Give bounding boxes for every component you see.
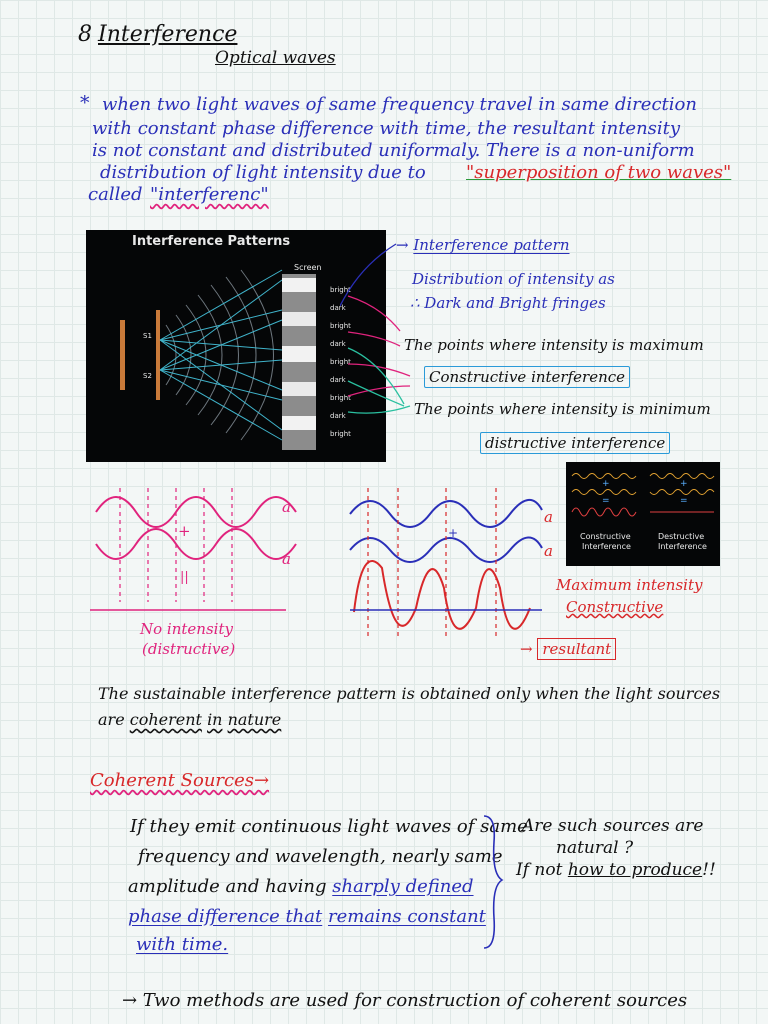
slit-s1-label: S1 xyxy=(143,332,152,340)
phase-difference: phase difference that xyxy=(128,906,323,927)
fringe-label: bright xyxy=(330,358,351,366)
mini-constructive-1: Constructive xyxy=(580,532,631,541)
min-points-text: The points where intensity is minimum xyxy=(414,400,711,418)
double-slit-barrier xyxy=(156,310,160,400)
figure-arrows xyxy=(340,236,430,426)
fringe-label: dark xyxy=(330,340,346,348)
nature-word: nature xyxy=(227,710,282,729)
definition-line-1: If they emit continuous light waves of same xyxy=(130,816,528,837)
fringe-label: bright xyxy=(330,286,351,294)
exclamations: !! xyxy=(702,860,716,880)
mini-plus-1: + xyxy=(602,479,610,489)
mini-constructive-2: Interference xyxy=(582,542,631,551)
source-barrier xyxy=(120,320,125,390)
page-title: Interference xyxy=(98,22,238,47)
distribution-line-1: Distribution of intensity as xyxy=(412,270,615,288)
wave-bottom xyxy=(96,529,296,559)
right-plus-sign: + xyxy=(448,526,459,540)
in-word: in xyxy=(207,710,223,729)
destructive-box: distructive interference xyxy=(480,432,670,454)
resultant-wave xyxy=(354,561,530,629)
maximum-intensity-label: Maximum intensity xyxy=(556,576,703,594)
coherent-sources-heading: Coherent Sources→ xyxy=(90,770,270,791)
if-not: If not xyxy=(516,860,563,880)
interference-term: "interferenc" xyxy=(150,184,269,205)
sustainable-line-2 xyxy=(98,710,281,729)
fringe-label: dark xyxy=(330,376,346,384)
mini-plus-2: + xyxy=(680,479,688,489)
fringe-label: bright xyxy=(330,322,351,330)
resultant-arrow: → resultant xyxy=(520,640,616,658)
are-word: are xyxy=(98,710,125,729)
curly-brace xyxy=(480,812,510,952)
left-amplitude-a2: a xyxy=(282,550,291,568)
amplitude-having: amplitude and having xyxy=(128,876,327,897)
remains-constant: remains constant xyxy=(327,906,486,927)
coherent-word: coherent xyxy=(129,710,202,729)
definition-line-4 xyxy=(128,906,486,927)
no-intensity-label: No intensity xyxy=(140,620,233,638)
methods-line: → Two methods are used for construction of coherent sources xyxy=(122,990,688,1011)
pattern-arrow-label: → Interference pattern xyxy=(396,236,570,254)
question-line-3 xyxy=(516,860,716,880)
bullet-star: * xyxy=(80,92,90,114)
right-amplitude-a2: a xyxy=(544,542,553,560)
constructive-label: Constructive xyxy=(566,598,664,616)
resultant-label: resultant xyxy=(537,638,616,660)
constructive-destructive-image xyxy=(566,462,720,566)
left-plus-sign: + xyxy=(178,522,191,540)
sharply-defined: sharply defined xyxy=(332,876,474,897)
definition-line-3 xyxy=(128,876,474,897)
left-amplitude-a1: a xyxy=(282,498,291,516)
intro-line-2: with constant phase difference with time, the resultant intensity xyxy=(92,118,681,139)
screen-label: Screen xyxy=(294,263,322,272)
fringe-label: dark xyxy=(330,304,346,312)
max-points-text: The points where intensity is maximum xyxy=(404,336,704,354)
fringe-label: dark xyxy=(330,412,346,420)
fringe-label: bright xyxy=(330,430,351,438)
mini-destructive-2: Interference xyxy=(658,542,707,551)
intro-line-3: is not constant and distributed uniformaly. There is a non-uniform xyxy=(92,140,695,161)
distructive-label: (distructive) xyxy=(142,640,236,658)
distribution-line-2: ∴ Dark and Bright fringes xyxy=(410,294,606,312)
constructive-box: Constructive interference xyxy=(424,366,630,388)
question-line-1: Are such sources are xyxy=(522,816,704,836)
section-marker: 8 xyxy=(78,22,92,47)
left-equals-sign: || xyxy=(180,570,189,585)
mini-equals-1: = xyxy=(602,496,610,506)
fringe-label: bright xyxy=(330,394,351,402)
image-title: Interference Patterns xyxy=(132,234,291,249)
wave-top xyxy=(96,497,296,527)
right-amplitude-a1: a xyxy=(544,508,553,526)
question-line-2: natural ? xyxy=(556,838,634,858)
sustainable-line-1: The sustainable interference pattern is obtained only when the light sources xyxy=(98,684,721,703)
superposition-phrase: "superposition of two waves" xyxy=(466,162,732,183)
interference-pattern-label: Interference pattern xyxy=(413,236,570,254)
intro-line-5: called xyxy=(88,184,143,205)
intro-line-4: distribution of light intensity due to xyxy=(100,162,426,183)
mini-destructive-1: Destructive xyxy=(658,532,705,541)
how-to-produce: how to produce xyxy=(567,860,703,880)
intro-line-1: when two light waves of same frequency travel in same direction xyxy=(102,94,697,115)
destructive-wave-sketch xyxy=(90,482,310,622)
constructive-wave-sketch xyxy=(346,488,546,653)
page-subtitle: Optical waves xyxy=(215,48,336,68)
definition-line-2: frequency and wavelength, nearly same xyxy=(138,846,503,867)
mini-equals-2: = xyxy=(680,496,688,506)
slit-s2-label: S2 xyxy=(143,372,152,380)
wave-middle xyxy=(350,537,542,562)
definition-line-5: with time. xyxy=(136,934,229,955)
